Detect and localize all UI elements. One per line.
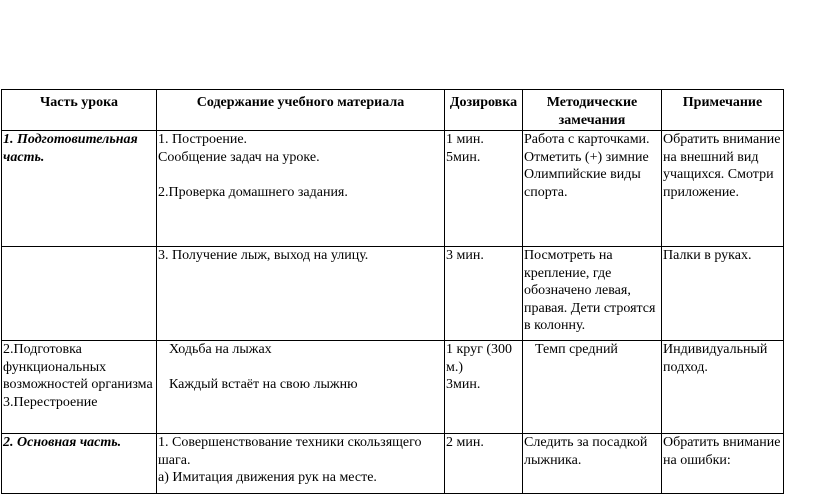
cell-note: Обратить внимание на ошибки: bbox=[662, 434, 784, 494]
header-content: Содержание учебного материала bbox=[157, 90, 445, 131]
table-row bbox=[2, 341, 784, 434]
table-row bbox=[2, 434, 784, 494]
cell-methodical: Темп средний bbox=[523, 341, 662, 434]
cell-dosage: 1 мин. 5мин. bbox=[445, 131, 523, 247]
header-part: Часть урока bbox=[2, 90, 157, 131]
cell-note: Обратить внимание на внешний вид учащихся. Смотри приложение. bbox=[662, 131, 784, 247]
cell-note: Палки в руках. bbox=[662, 247, 784, 341]
header-methodical: Методические замечания bbox=[523, 90, 662, 131]
table-row bbox=[2, 247, 784, 341]
cell-part: 2. Основная часть. bbox=[2, 434, 157, 494]
cell-part: 2.Подготовка функциональных возможностей организма 3.Перестроение bbox=[2, 341, 157, 434]
lesson-plan-table bbox=[1, 89, 784, 494]
cell-content: 1. Совершенствование техники скользящего шага. а) Имитация движения рук на месте. bbox=[157, 434, 445, 494]
cell-methodical: Следить за посадкой лыжника. bbox=[523, 434, 662, 494]
cell-content: Ходьба на лыжах Каждый встаёт на свою лыжню bbox=[157, 341, 445, 434]
cell-note: Индивидуальный подход. bbox=[662, 341, 784, 434]
cell-content: 3. Получение лыж, выход на улицу. bbox=[157, 247, 445, 341]
cell-content: 1. Построение. Сообщение задач на уроке. 2.Проверка домашнего задания. bbox=[157, 131, 445, 247]
table-header-row bbox=[2, 90, 784, 131]
cell-dosage: 1 круг (300 м.) 3мин. bbox=[445, 341, 523, 434]
cell-part: 1. Подготовительная часть. bbox=[2, 131, 157, 247]
table-row bbox=[2, 131, 784, 247]
cell-dosage: 3 мин. bbox=[445, 247, 523, 341]
header-note: Примечание bbox=[662, 90, 784, 131]
cell-methodical: Посмотреть на крепление, где обозначено левая, правая. Дети строятся в колонну. bbox=[523, 247, 662, 341]
cell-methodical: Работа с карточками. Отметить (+) зимние Олимпийские виды спорта. bbox=[523, 131, 662, 247]
cell-part bbox=[2, 247, 157, 341]
header-dosage: Дозировка bbox=[445, 90, 523, 131]
cell-dosage: 2 мин. bbox=[445, 434, 523, 494]
